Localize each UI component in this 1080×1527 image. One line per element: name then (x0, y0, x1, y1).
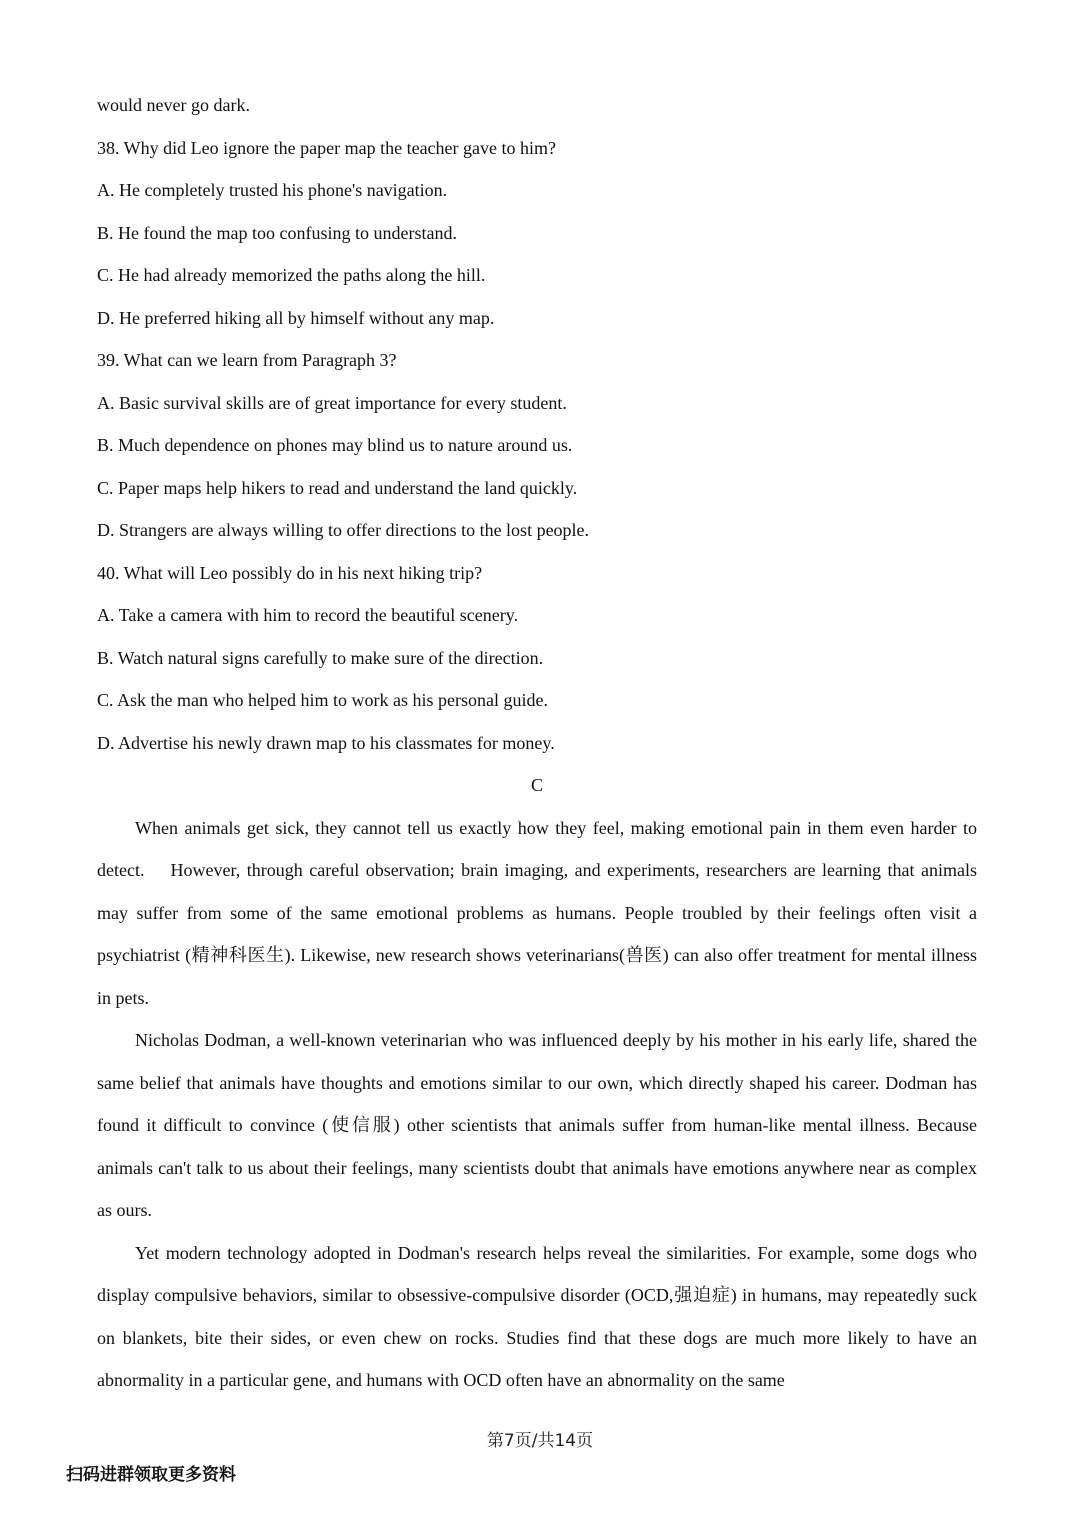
option-38-b: B. He found the map too confusing to understand. (97, 222, 457, 243)
option-38-a: A. He completely trusted his phone's navigation. (97, 180, 448, 200)
option-40-d: D. Advertise his newly drawn map to his classmates for money. (97, 732, 555, 753)
option-39-d: D. Strangers are always willing to offer directions to the lost people. (97, 520, 590, 540)
option-39-a: A. Basic survival skills are of great importance for every student. (97, 392, 567, 413)
question-39: 39. What can we learn from Paragraph 3? (97, 350, 397, 370)
page-number: 第7页/共14页 (486, 1431, 594, 1451)
option-38-d: D. He preferred hiking all by himself without any map. (97, 307, 495, 328)
question-40: 40. What will Leo possibly do in his next hiking trip? (97, 562, 483, 583)
option-40-a: A. Take a camera with him to record the beautiful scenery. (97, 605, 519, 625)
text-line: would never go dark. (97, 95, 250, 115)
option-39-b: B. Much dependence on phones may blind us to nature around us. (97, 435, 573, 455)
option-38-c: C. He had already memorized the paths along the hill. (97, 265, 486, 285)
question-38: 38. Why did Leo ignore the paper map the teacher gave to him? (97, 137, 556, 158)
passage-paragraph-1: When animals get sick, they cannot tell us exactly how they feel, making emotional pain in them even harder to detect. However, through careful observation; brain imaging, and experiments, researchers are learning that animals may suffer from some of the same emotional problems as humans. People troubled by their feelings often visit a psychiatrist (精神科医生). Likewise, new research shows veterinarians(兽医) can also offer treatment for mental illness in pets. (97, 817, 977, 1008)
option-39-c: C. Paper maps help hikers to read and understand the land quickly. (97, 477, 578, 498)
section-title: C (530, 775, 543, 795)
page-content (97, 84, 977, 1402)
watermark-text: 扫码进群领取更多资料 (66, 1465, 236, 1485)
passage-paragraph-2: Nicholas Dodman, a well-known veterinarian who was influenced deeply by his mother in his early life, shared the same belief that animals have thoughts and emotions similar to our own, which directly shaped his career. Dodman has found it difficult to convince (使信服) other scientists that animals suffer from human-like mental illness. Because animals can't talk to us about their feelings, many scientists doubt that animals have emotions anywhere near as complex as ours. (97, 1030, 977, 1220)
option-40-c: C. Ask the man who helped him to work as his personal guide. (97, 690, 548, 710)
option-40-b: B. Watch natural signs carefully to make sure of the direction. (97, 647, 544, 668)
passage-paragraph-3: Yet modern technology adopted in Dodman's research helps reveal the similarities. For example, some dogs who display compulsive behaviors, similar to obsessive-compulsive disorder (OCD,强迫症) in humans, may repeatedly suck on blankets, bite their sides, or even chew on rocks. Studies find that these dogs are much more likely to have an abnormality in a particular gene, and humans with OCD often have an abnormality on the same (97, 1242, 977, 1390)
